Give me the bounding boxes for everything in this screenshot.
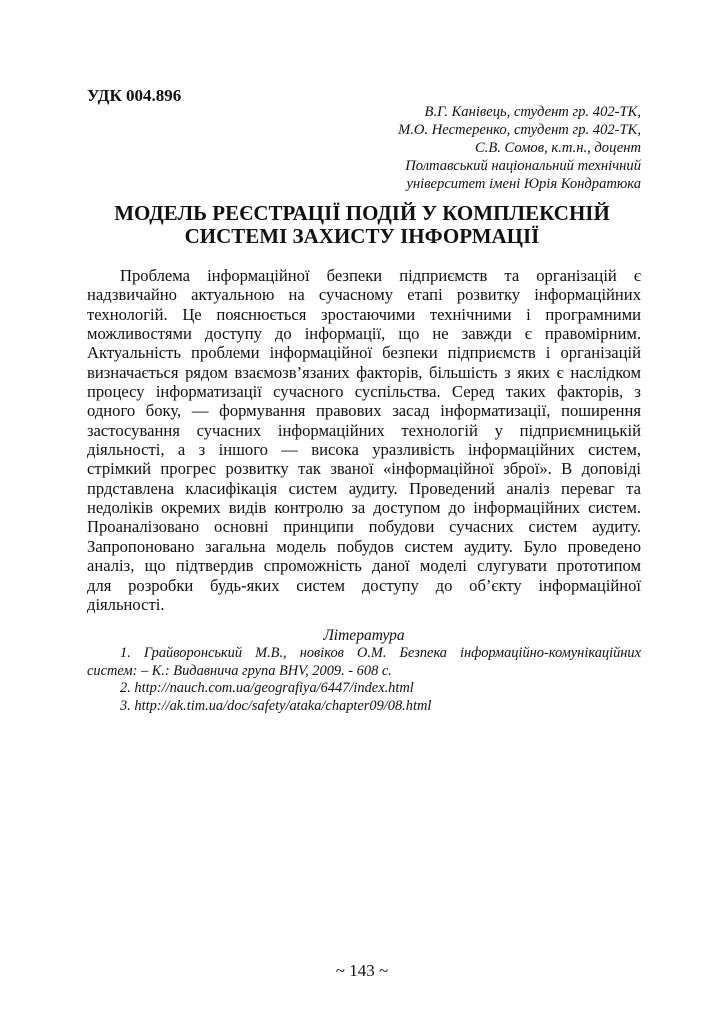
reference-item-continuation: систем: – К.: Видавнича група BHV, 2009. - 608 с. bbox=[87, 662, 392, 679]
reference-item[interactable]: 2. http://nauch.com.ua/geografiya/6447/index.html bbox=[120, 680, 414, 697]
article-title bbox=[0, 202, 724, 248]
title-line: МОДЕЛЬ РЕЄСТРАЦІЇ ПОДІЙ У КОМПЛЕКСНІЙ bbox=[114, 201, 610, 225]
author-line: М.О. Нестеренко, студент гр. 402-ТК, bbox=[398, 122, 641, 138]
page-number: ~ 143 ~ bbox=[335, 961, 389, 980]
references-section bbox=[87, 626, 641, 715]
author-line: В.Г. Канівець, студент гр. 402-ТК, bbox=[424, 104, 641, 120]
body-line: прдставлена класифікація систем аудиту. Проведений аналіз переваг та bbox=[87, 478, 641, 498]
body-line: можливостями доступу до інформації, що не завжди є правомірним. bbox=[87, 324, 641, 344]
authors-block bbox=[398, 103, 641, 193]
abstract-paragraph bbox=[87, 266, 641, 614]
body-line: процесу інформатизації сучасного суспільства. Серед таких факторів, з bbox=[87, 382, 641, 402]
reference-item[interactable]: 3. http://ak.tim.ua/doc/safety/ataka/chapter09/08.html bbox=[120, 697, 432, 714]
body-line: технологій. Це пояснюється зростаючими технічними і програмними bbox=[87, 304, 641, 324]
body-line: Проблема інформаційної безпеки підприємств та організацій є bbox=[120, 266, 641, 285]
body-line: визначається рядом взаємозв’язаних факторів, більшість з яких є наслідком bbox=[87, 362, 641, 382]
affiliation-line: Полтавський національний технічний bbox=[405, 158, 641, 174]
title-line: СИСТЕМІ ЗАХИСТУ ІНФОРМАЦІЇ bbox=[184, 224, 540, 248]
affiliation-line: університет імені Юрія Кондратюка bbox=[406, 176, 641, 192]
body-line: застосування сучасних інформаційних технологій у підприємницькій bbox=[87, 420, 641, 440]
body-line: надзвичайно актуальною на сучасному етапі розвитку інформаційних bbox=[87, 285, 641, 305]
body-line: для розробки будь-яких систем доступу до об’єкту інформаційної bbox=[87, 575, 641, 595]
references-heading: Література bbox=[323, 627, 405, 644]
author-line: С.В. Сомов, к.т.н., доцент bbox=[474, 140, 641, 156]
body-line: аналіз, що підтвердив спроможність даної моделі слугувати прототипом bbox=[87, 556, 641, 576]
body-line: Запропоновано загальна модель побудов систем аудиту. Було проведено bbox=[87, 536, 641, 556]
body-line: одного боку, — формування правових засад інформатизації, поширення bbox=[87, 401, 641, 421]
body-line: недоліків окремих видів контролю за доступом до інформаційних систем. bbox=[87, 498, 641, 518]
body-line: Актуальність проблеми інформаційної безпеки підприємств і організацій bbox=[87, 343, 641, 363]
body-line: Проаналізовано основні принципи побудови сучасних систем аудиту. bbox=[87, 517, 641, 537]
udc-code: УДК 004.896 bbox=[87, 86, 182, 105]
body-line: діяльності, а з іншого — висока уразливість інформаційних систем, bbox=[87, 440, 641, 460]
body-line: стрімкий прогрес розвитку так званої «інформаційної зброї». В доповіді bbox=[87, 459, 641, 479]
reference-item: 1. Грайворонський М.В., новіков О.М. Безпека інформаційно-комунікаційних bbox=[120, 645, 641, 661]
body-line: діяльності. bbox=[87, 594, 165, 614]
